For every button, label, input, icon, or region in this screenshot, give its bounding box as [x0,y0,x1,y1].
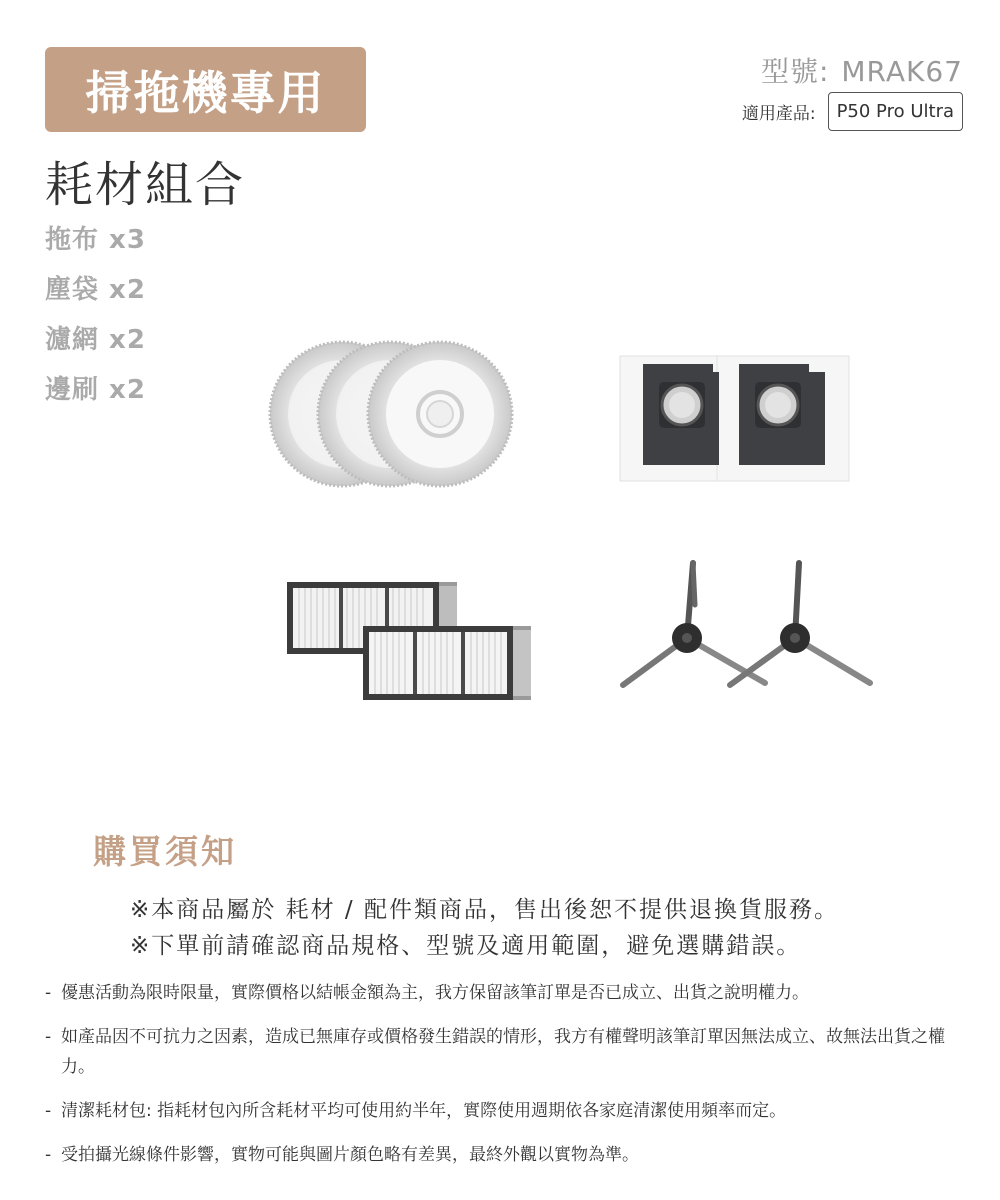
filters-image [283,578,533,703]
model-number [761,50,963,90]
notice-bullet [45,1096,970,1126]
contents-list [45,222,146,422]
model-value: MRAK67 [841,55,963,88]
bullet-dash: - [45,1101,52,1121]
bullet-text: 清潔耗材包: 指耗材包內所含耗材平均可使用約半年，實際使用週期依各家庭清潔使用頻率而定。 [61,1101,787,1121]
notice-bullet [45,978,970,1008]
notice-note: ※本商品屬於 耗材 / 配件類商品，售出後恕不提供退換貨服務。 [130,897,839,923]
category-badge: 掃拖機專用 [45,47,366,132]
notice-bullet [45,1022,970,1082]
model-label: 型號: [760,55,830,88]
dust-bags-image [615,350,855,485]
contents-item-side-brush: 邊刷 x2 [45,375,146,405]
notice-bullet-list [45,978,970,1184]
contents-item-mop: 拖布 x3 [45,225,146,255]
applicable-value-box: P50 Pro Ultra [828,92,963,131]
notice-bullet [45,1140,970,1170]
contents-item-filter: 濾網 x2 [45,325,146,355]
applicable-label: 適用產品: [741,104,816,124]
contents-item-dust-bag: 塵袋 x2 [45,275,146,305]
bullet-text: 優惠活動為限時限量，實際價格以結帳金額為主，我方保留該筆訂單是否已成立、出貨之說明權力。 [61,983,809,1003]
bullet-dash: - [45,983,52,1003]
bullet-dash: - [45,1145,52,1165]
bullet-dash: - [45,1027,52,1047]
mop-pads-image [262,332,522,497]
bullet-text: 如產品因不可抗力之因素，造成已無庫存或價格發生錯誤的情形，我方有權聲明該筆訂單因無法成立、故無法出貨之權力。 [61,1027,945,1077]
purchase-notice-title: 購買須知 [93,832,237,871]
applicable-product [742,92,963,131]
notice-note: ※下單前請確認商品規格、型號及適用範圍，避免選購錯誤。 [130,933,802,959]
page-title: 耗材組合 [45,157,246,213]
bullet-text: 受拍攝光線條件影響，實物可能與圖片顏色略有差異，最終外觀以實物為準。 [61,1145,639,1165]
side-brushes-image [615,555,880,695]
